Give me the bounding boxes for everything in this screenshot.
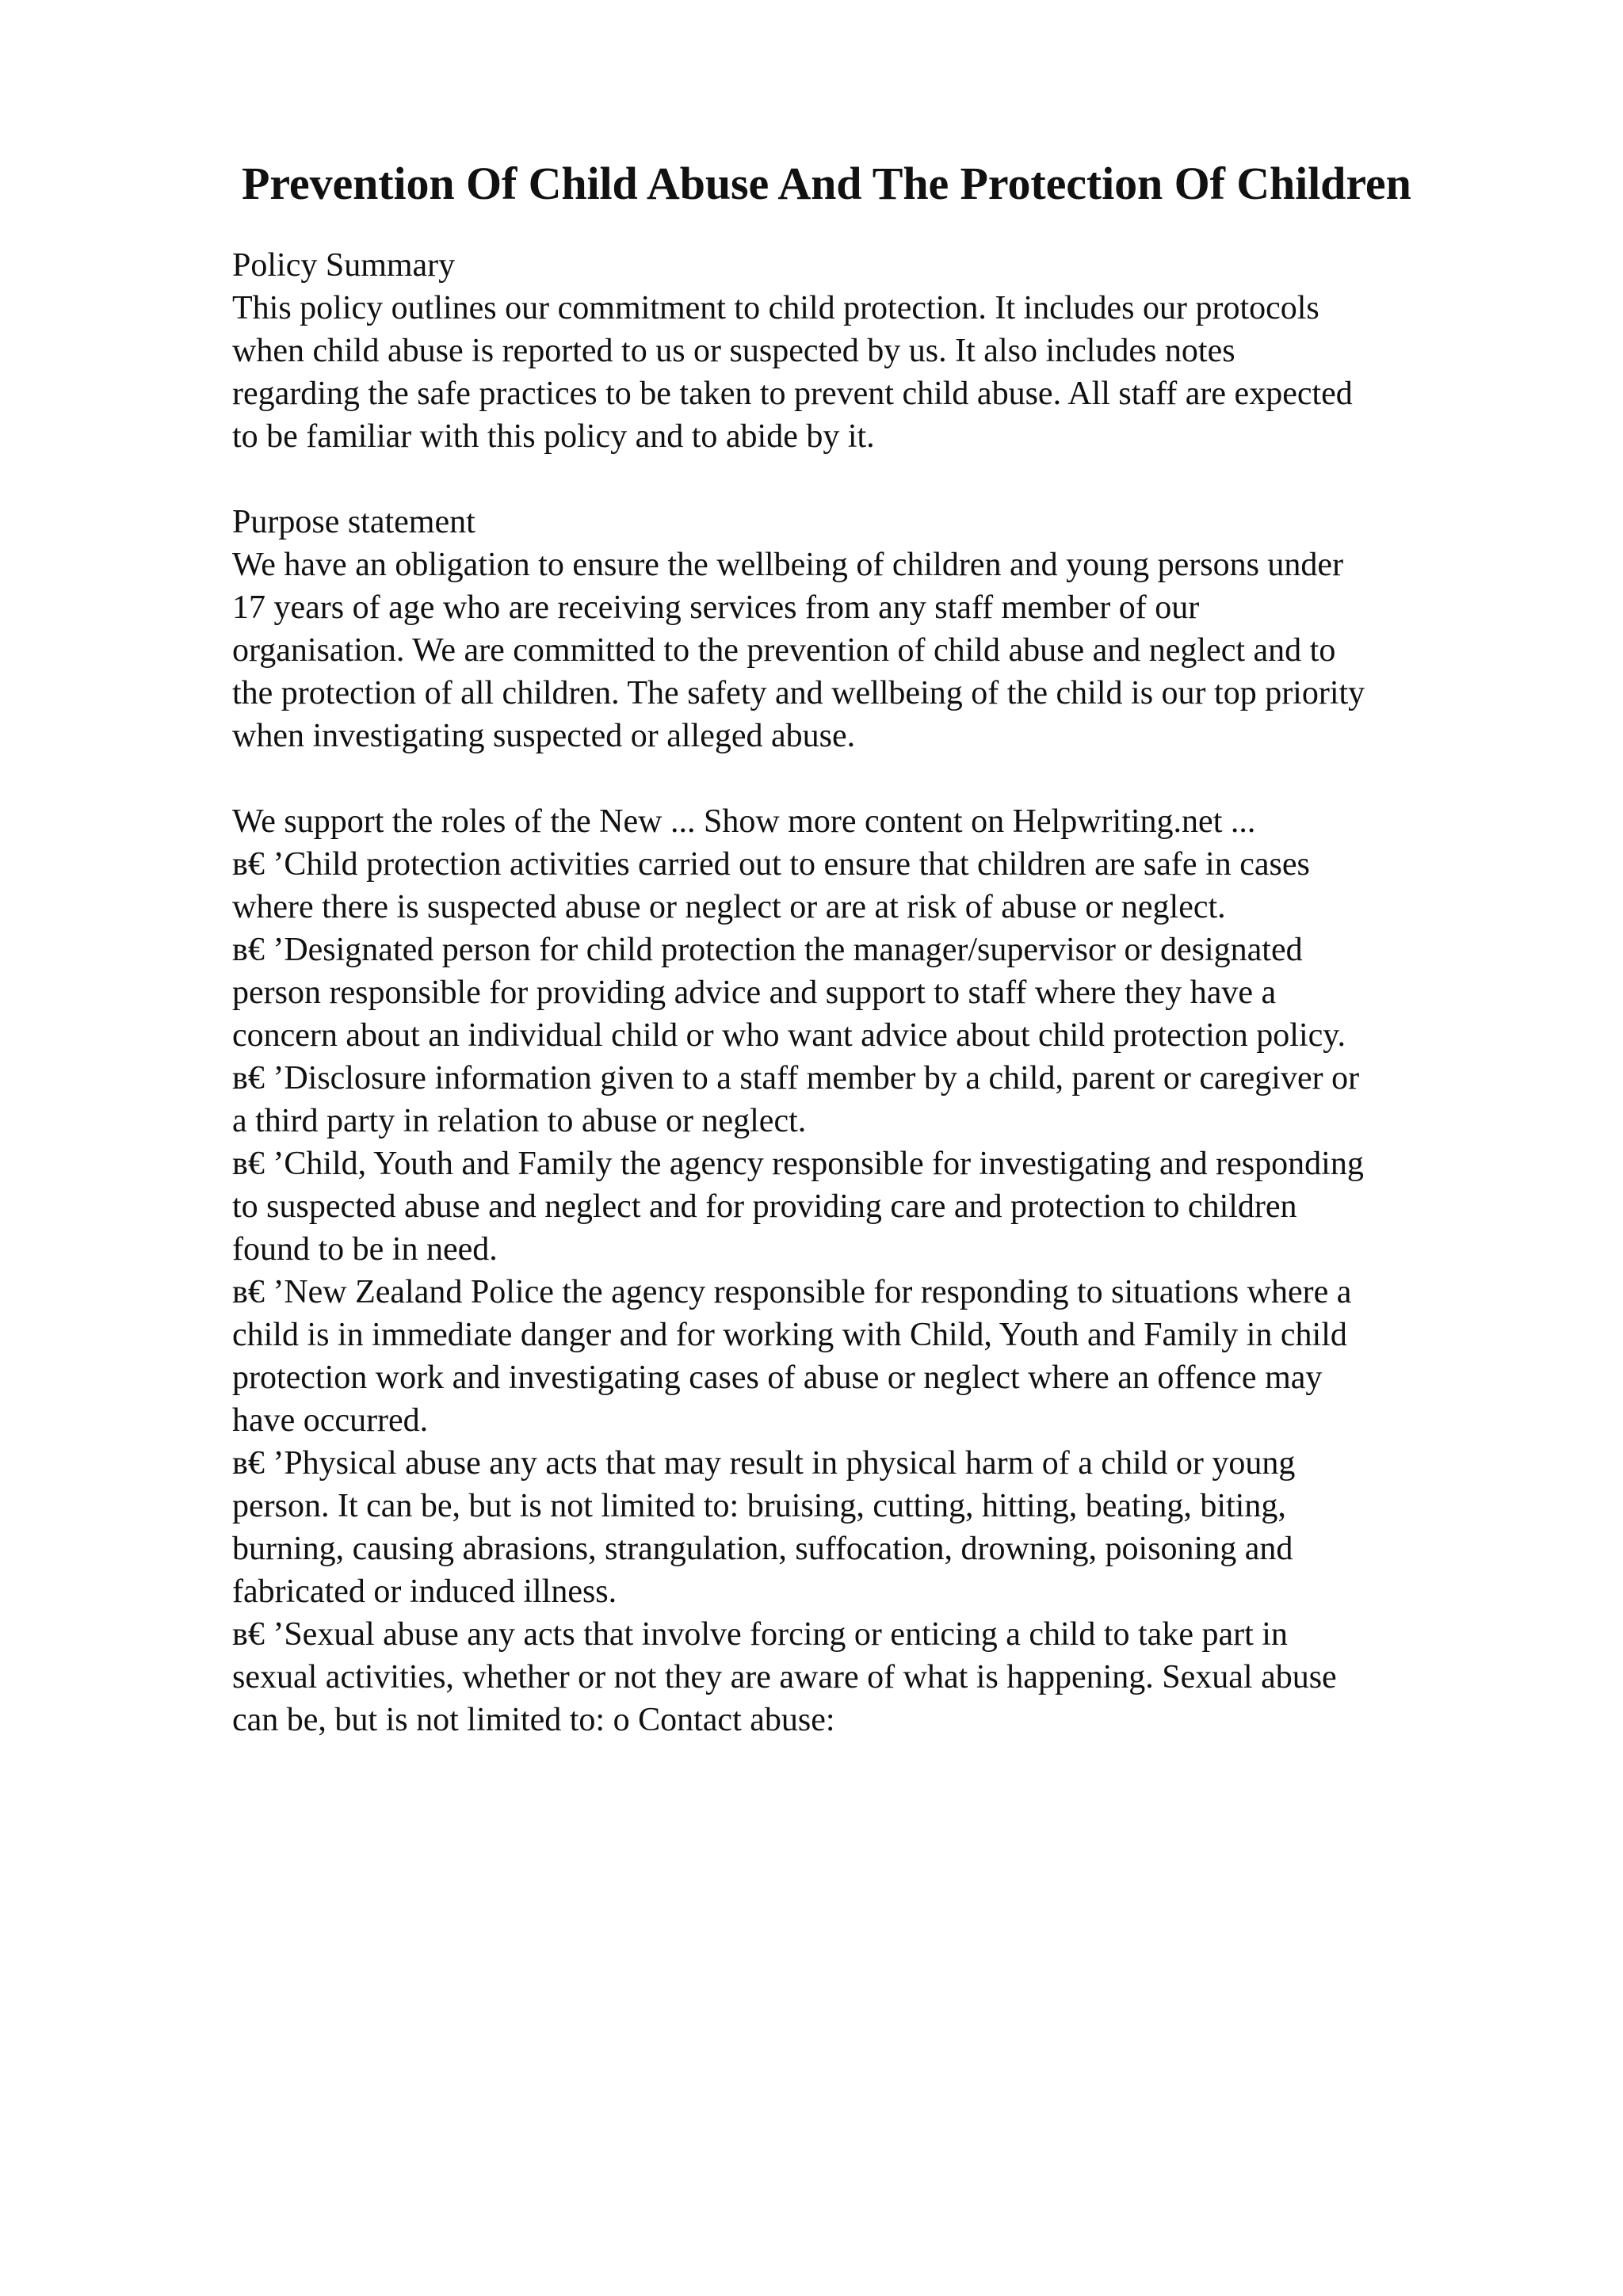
definition-line: в€ ’Sexual abuse any acts that involve forcing or enticing a child to take part in: [232, 1616, 1288, 1653]
definition-line: в€ ’Child protection activities carried out to ensure that children are safe in cases: [232, 846, 1310, 883]
body-line: 17 years of age who are receiving services from any staff member of our: [232, 589, 1200, 626]
body-line: We support the roles of the New ... Show more content on Helpwriting.net ...: [232, 803, 1256, 840]
body-line: protection work and investigating cases of abuse or neglect where an offence may: [232, 1360, 1323, 1396]
body-line: person. It can be, but is not limited to: bruising, cutting, hitting, beating, biting,: [232, 1488, 1286, 1524]
document-body: [232, 244, 1548, 1741]
body-line: This policy outlines our commitment to child protection. It includes our protocols: [232, 290, 1319, 326]
body-line: the protection of all children. The safety and wellbeing of the child is our top priority: [232, 675, 1365, 711]
body-line: found to be in need.: [232, 1231, 498, 1268]
definitions-section: [232, 800, 1548, 1741]
definition-line: в€ ’Physical abuse any acts that may result in physical harm of a child or young: [232, 1445, 1296, 1482]
paragraph-spacer: [232, 757, 1548, 800]
definition-line: в€ ’Child, Youth and Family the agency responsible for investigating and responding: [232, 1146, 1364, 1182]
paragraph-spacer: [232, 458, 1548, 501]
body-line: sexual activities, whether or not they are aware of what is happening. Sexual abuse: [232, 1659, 1337, 1695]
section-heading: Purpose statement: [232, 504, 475, 540]
body-line: can be, but is not limited to: o Contact abuse:: [232, 1702, 835, 1738]
body-line: fabricated or induced illness.: [232, 1573, 617, 1610]
body-line: regarding the safe practices to be taken to prevent child abuse. All staff are expected: [232, 376, 1353, 412]
definition-line: в€ ’Disclosure information given to a staff member by a child, parent or caregiver or: [232, 1060, 1360, 1097]
body-line: child is in immediate danger and for working with Child, Youth and Family in child: [232, 1317, 1347, 1353]
body-line: have occurred.: [232, 1402, 429, 1439]
body-line: where there is suspected abuse or neglect or are at risk of abuse or neglect.: [232, 889, 1226, 925]
body-line: We have an obligation to ensure the wellbeing of children and young persons under: [232, 547, 1344, 583]
body-line: burning, causing abrasions, strangulation, suffocation, drowning, poisoning and: [232, 1531, 1293, 1567]
definition-line: в€ ’New Zealand Police the agency responsible for responding to situations where a: [232, 1274, 1352, 1310]
body-line: to suspected abuse and neglect and for providing care and protection to children: [232, 1188, 1297, 1225]
definition-line: в€ ’Designated person for child protection the manager/supervisor or designated: [232, 932, 1303, 968]
body-line: concern about an individual child or who want advice about child protection policy.: [232, 1017, 1346, 1054]
body-line: organisation. We are committed to the prevention of child abuse and neglect and to: [232, 632, 1336, 669]
body-line: when child abuse is reported to us or suspected by us. It also includes notes: [232, 333, 1235, 369]
body-line: person responsible for providing advice and support to staff where they have a: [232, 974, 1277, 1011]
body-line: to be familiar with this policy and to abide by it.: [232, 418, 875, 455]
purpose-statement-section: [232, 501, 1548, 757]
document-title: Prevention Of Child Abuse And The Protection Of Children: [242, 158, 1411, 209]
policy-summary-section: [232, 244, 1548, 458]
body-line: when investigating suspected or alleged abuse.: [232, 718, 856, 754]
body-line: a third party in relation to abuse or neglect.: [232, 1103, 807, 1139]
section-heading: Policy Summary: [232, 247, 456, 284]
